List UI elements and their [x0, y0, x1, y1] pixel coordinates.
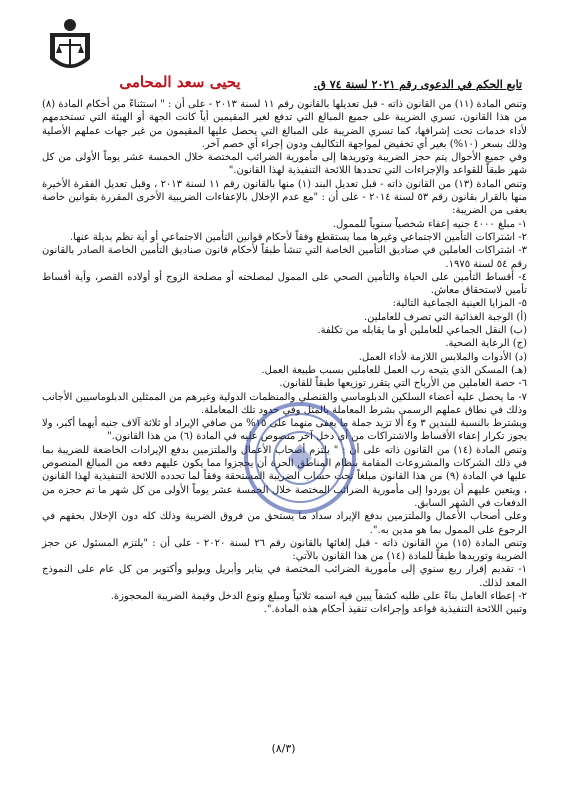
- paragraph: وتنص المادة (١١) من القانون ذاته - قبل تعديلها بالقانون رقم ١١ لسنة ٢٠١٣ - على أن : " استثناءً من أحكام المادة (٨) من هذا القانون، تسري الضريبة على جميع المبالغ التي تدفع لغير المقيمين أياً كانت الجهة أو الهيئة التي تستخدمهم لأداء خدمات تحت إشرافها، كما تسري الضريبة على المبالغ التي يحصل عليها المقيمون من غير جهات عملهم الأصلية وذلك بسعر (١٠%) بغير أي تخفيض لمواجهة التكاليف ودون إجراء أي خصم آخر.: [42, 99, 527, 150]
- list-item: ٤- أقساط التأمين على الحياة والتأمين الصحي على الممول لمصلحته أو مصلحة الزوج أو أولاده القصر، وأية أقساط تأمين لاستحقاق معاش.: [42, 271, 527, 297]
- paragraph: وتنص المادة (١٣) من القانون ذاته - قبل تعديل البند (١) منها بالقانون رقم ١١ لسنة ٢٠١٣ ، وقبل تعديل الفقرة الأخيرة منها بالقرار بقانون رقم ٥٣ لسنة ٢٠١٤ - على أن : "مع عدم الإخلال بالإعفاءات الضريبية الأخرى المقررة بقوانين خاصة يعفى من الضريبة:: [42, 178, 527, 217]
- paragraph: وتنص المادة (١٤) من القانون ذاته على أن : " يلتزم أصحاب الأعمال والملتزمين بدفع الإيرادات الخاضعة للضريبة بما في ذلك الشركات والمشروعات المقامة بنظام المناطق الحرة أن يحجزوا مما يكون عليهم دفعه من المبالغ المنصوص عليها في المادة (٩) من هذا القانون مبلغاً تحت حساب الضريبة المستحقة وفقاً لما تحدده اللائحة التنفيذية لهذا القانون ، ويتعين عليهم أن يوردوا إلى مأمورية الضرائب المختصة خلال الخمسة عشر يوماً الأولى من كل شهر ما تم حجزه من الدفعات في الشهر السابق.: [42, 444, 527, 509]
- page-number: (٨/٣): [271, 742, 296, 755]
- law-firm-logo: [45, 15, 95, 79]
- list-item: (أ) الوجبة الغذائية التي تصرف للعاملين.: [363, 311, 527, 323]
- list-item: ١- مبلغ ٤٠٠٠ جنيه إعفاء شخصياً سنوياً للممول.: [332, 218, 527, 230]
- case-title: تابع الحكم في الدعوى رقم ٢٠٢١ لسنة ٧٤ ق.: [313, 78, 522, 91]
- list-item: ٢- إعطاء العامل بناءً على طلبه كشفاً يبين فيه اسمه ثلاثياً ومبلغ ونوع الدخل وقيمة الضريبة المحجوزة.: [110, 590, 527, 602]
- list-item: ٣- اشتراكات العاملين في صناديق التأمين الخاصة التي تنشأ طبقاً لأحكام قانون صناديق التأمين الخاصة الصادر بالقانون رقم ٥٤ لسنة ١٩٧٥.: [42, 245, 527, 270]
- list-item: ٥- المزايا العينية الجماعية التالية:: [392, 298, 527, 310]
- list-item: (هـ) المسكن الذي يتيحه رب العمل للعاملين بسبب طبيعة العمل.: [261, 364, 527, 376]
- list-item: ١- تقديم إقرار ربع سنوي إلى مأمورية الضرائب المختصة في يناير وأبريل ويوليو وأكتوبر من كل عام على النموذج المعد لذلك.: [42, 564, 527, 589]
- brand-name: يحيى سعد المحامى: [119, 73, 241, 91]
- paragraph: وتنص المادة (١٥) من القانون ذاته - قبل إلغائها بالقانون رقم ٢٦ لسنة ٢٠٢٠ - على أن : "يلتزم المسئول عن حجز الضريبة وتوريدها طبقاً للمادة (١٤) من هذا القانون بالآتي:: [42, 537, 527, 563]
- paragraph: ويشترط بالنسبة للبندين ٣ و٤ ألا تزيد جملة ما يعفى منهما على ١٥% من صافي الإيراد أو ثلاثة آلاف جنيه أيهما أكبر، ولا يجوز تكرار إعفاء الأقساط والاشتراكات من أي دخل آخر منصوص عليه في المادة (٦) من هذا القانون.": [42, 418, 527, 443]
- list-item: (ب) النقل الجماعي للعاملين أو ما يقابله من تكلفة.: [317, 325, 527, 337]
- list-item: (ج) الرعاية الصحية.: [445, 338, 527, 350]
- paragraph: وعلى أصحاب الأعمال والملتزمين بدفع الإيراد سداد ما يستحق من فروق الضريبة وذلك كله دون الإخلال بحقهم في الرجوع على الممول بما هو مدين به.".: [42, 511, 527, 536]
- official-stamp: [240, 398, 360, 518]
- list-item: ٧- ما يحصل عليه أعضاء السلكين الدبلوماسي والقنصلي والمنظمات الدولية وغيرهم من الممثلين الدبلوماسيين الأجانب وذلك في نطاق عملهم الرسمي بشرط المعاملة بالمثل وفي حدود تلك المعاملة.: [42, 391, 527, 416]
- paragraph: وتبين اللائحة التنفيذية قواعد وإجراءات تنفيذ أحكام هذه المادة.".: [263, 604, 527, 616]
- list-item: (د) الأدوات والملابس اللازمة لأداء العمل.: [358, 351, 527, 363]
- list-item: ٢- اشتراكات التأمين الاجتماعي وغيرها مما يستقطع وفقاً لأحكام قوانين التأمين الاجتماعي أو أية نظم بديلة عنها.: [69, 231, 527, 243]
- document-body: [42, 98, 527, 617]
- list-item: ٦- حصة العاملين من الأرباح التي يتقرر توزيعها طبقاً للقانون.: [279, 378, 527, 390]
- paragraph: وفي جميع الأحوال يتم حجز الضريبة وتوريدها إلى مأمورية الضرائب المختصة خلال الخمسة عشر يوماً الأولى من كل شهر طبقاً للقواعد والإجراءات التي تحددها اللائحة التنفيذية لهذا القانون.": [42, 152, 527, 177]
